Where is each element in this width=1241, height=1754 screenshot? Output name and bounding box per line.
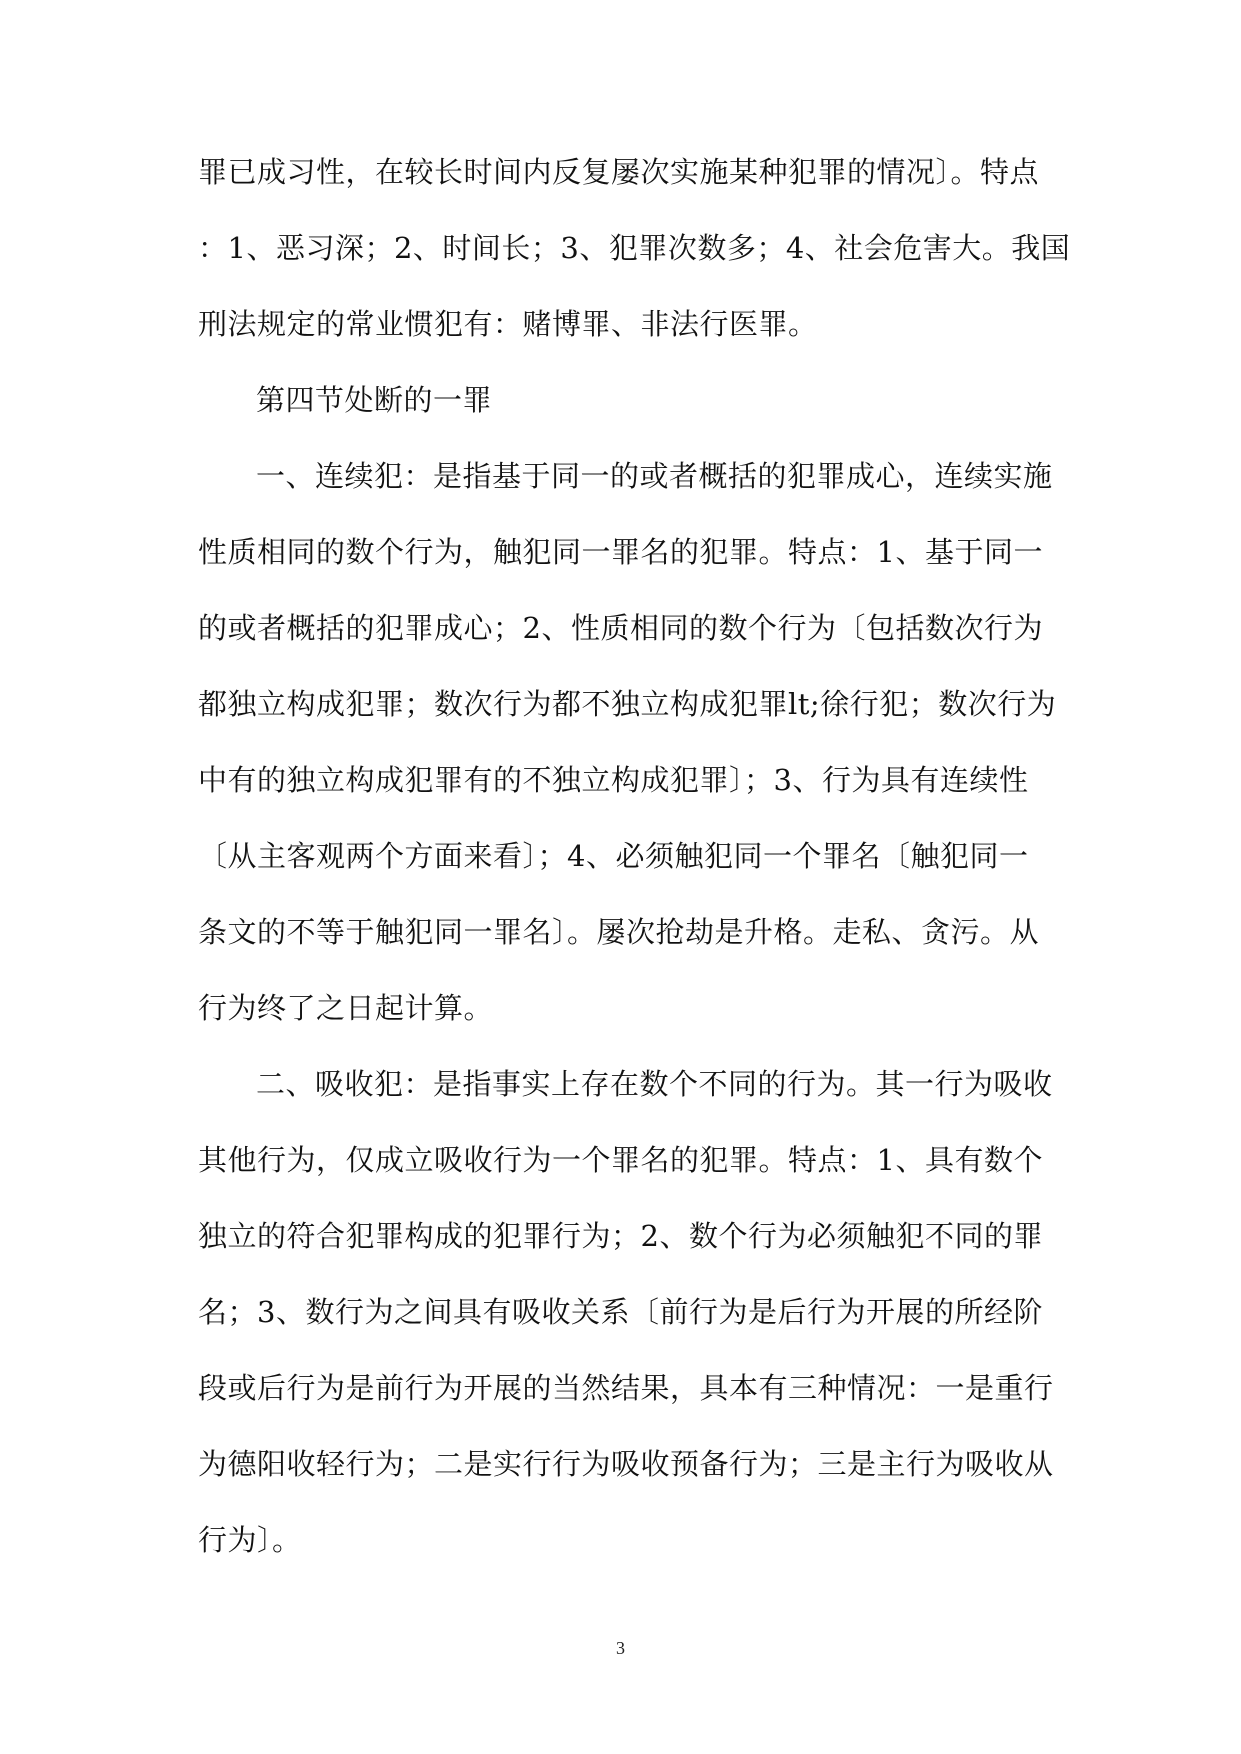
text-line: 性质相同的数个行为，触犯同一罪名的犯罪。特点：1、基于同一 [198,535,1043,569]
text-line: ：1、恶习深；2、时间长；3、犯罪次数多；4、社会危害大。我国 [198,231,1071,265]
text-line: 名；3、数行为之间具有吸收关系〔前行为是后行为开展的所经阶 [198,1295,1043,1329]
text-line: 一、连续犯：是指基于同一的或者概括的犯罪成心，连续实施 [256,459,1053,493]
text-line: 段或后行为是前行为开展的当然结果，具本有三种情况：一是重行 [198,1371,1054,1405]
text-line: 行为〕。 [198,1523,302,1557]
text-line: 中有的独立构成犯罪有的不独立构成犯罪〕；3、行为具有连续性 [198,763,1029,797]
text-line: 条文的不等于触犯同一罪名〕。屡次抢劫是升格。走私、贪污。从 [198,915,1040,949]
text-line: 行为终了之日起计算。 [198,991,494,1025]
text-line: 〔从主客观两个方面来看〕；4、必须触犯同一个罪名〔触犯同一 [198,839,1029,873]
text-line: 刑法规定的常业惯犯有：赌博罪、非法行医罪。 [198,307,818,341]
text-line: 其他行为，仅成立吸收行为一个罪名的犯罪。特点：1、具有数个 [198,1143,1043,1177]
page-number: 3 [616,1638,625,1658]
section-heading: 第四节处断的一罪 [256,383,493,417]
text-line: 二、吸收犯：是指事实上存在数个不同的行为。其一行为吸收 [256,1067,1053,1101]
text-line: 罪已成习性，在较长时间内反复屡次实施某种犯罪的情况〕。特点 [198,155,1040,189]
text-line: 独立的符合犯罪构成的犯罪行为；2、数个行为必须触犯不同的罪 [198,1219,1043,1253]
text-line: 为德阳收轻行为；二是实行行为吸收预备行为；三是主行为吸收从 [198,1447,1054,1481]
text-line: 都独立构成犯罪；数次行为都不独立构成犯罪lt;徐行犯；数次行为 [198,687,1057,721]
text-line: 的或者概括的犯罪成心；2、性质相同的数个行为〔包括数次行为 [198,611,1043,645]
